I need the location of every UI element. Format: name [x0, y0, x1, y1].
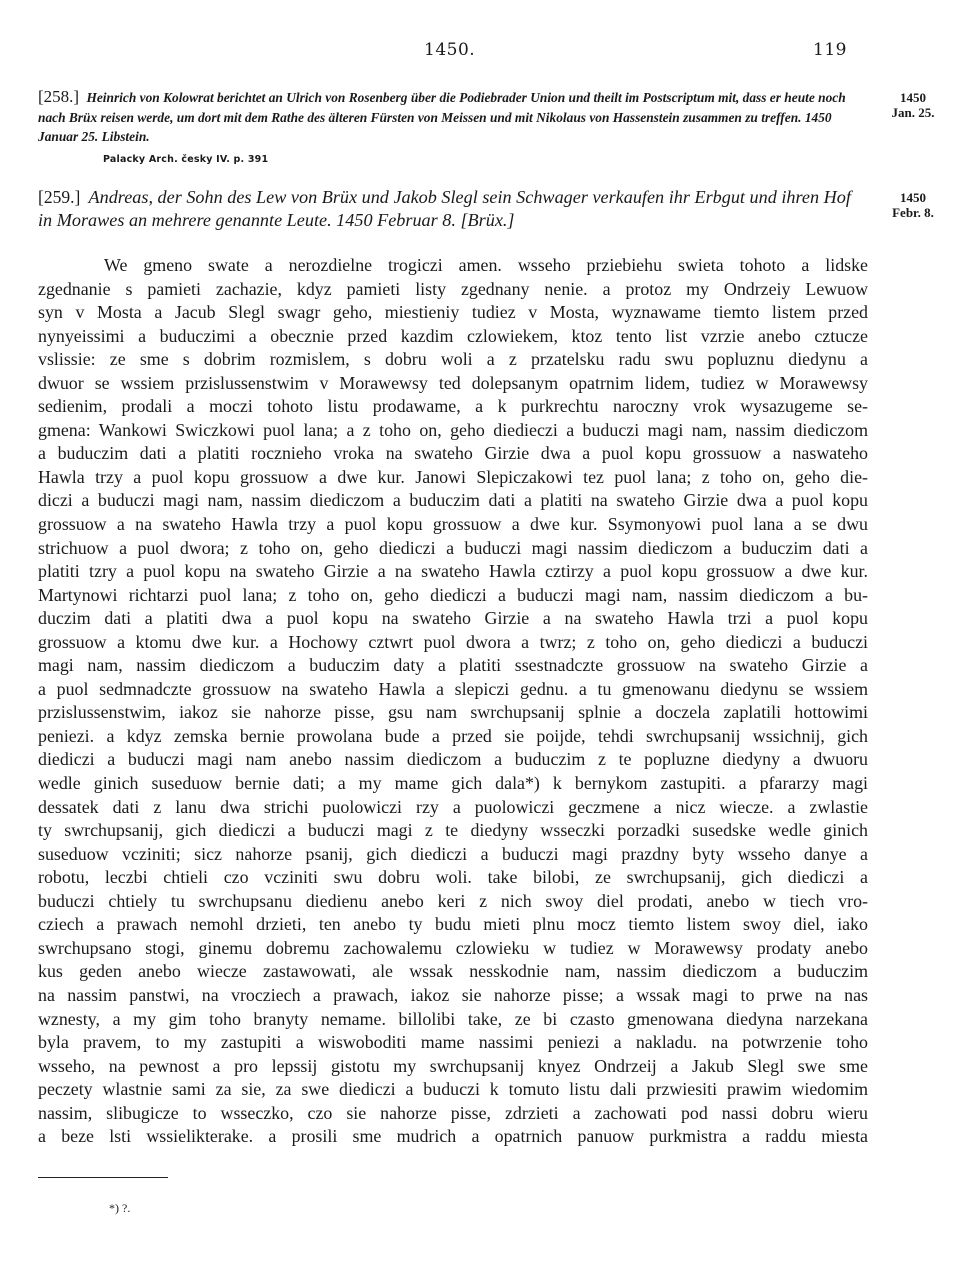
entry-259-number: [259.]: [38, 187, 81, 207]
body-line: a buduczim dati a platiti rocznieho vroka na swateho Girzie dwa a puol kopu grossuow a naswateho: [38, 443, 868, 464]
body-line: grossuow a ktomu dwe kur. a Hochowy cztwrt puol dwora a twrz; z toho on, geho diediczi a buduczi: [38, 631, 868, 652]
body-line: zgednanie s pamieti zachazie, kdyz pamieti listy zgednany nenie. a protoz my Ondrzeiy Lewuow: [38, 278, 868, 299]
body-line: gmena: Wankowi Swiczkowi puol lana; a z toho on, geho diedieczi a buduczi magi nam, nassim diediczom: [38, 419, 868, 440]
entry-259-text: Andreas, der Sohn des Lew von Brüx und Jakob Slegl sein Schwager verkaufen ihr Erbgut und ihren Hof in Morawes an mehrere genannte Leute. 1450 Februar 8. [Brüx.]: [38, 187, 851, 230]
body-line: byla pravem, to my zastupiti a wiswoboditi mame nassimi peniezi a nakladu. na potwrzenie toho: [38, 1032, 868, 1053]
body-line: kus geden anebo wiecze zastawowati, ale wssak nesskodnie nam, nassim diediczom a buduczim: [38, 961, 868, 982]
body-line: nassim, slibugicze to wsseczko, czo sie nahorze pisse, zdrzieti a zachowati pod nassi dobru wieru: [38, 1102, 868, 1123]
body-line: nynyeissimi a buduczimi a obecznie przed kazdim czlowiekem, ktoz tento list vzrzie anebo cztucze: [38, 325, 868, 346]
body-line: grossuow a na swateho Hawla trzy a puol kopu grossuow a dwe kur. Ssymonyowi puol lana a se dwu: [38, 514, 868, 535]
body-line: wznesty, a my gim toho branyty nemame. billolibi take, ze bi czasto gmenowana diedyna narzekana: [38, 1008, 868, 1029]
body-line: Hawla trzy a puol kopu grossuow a dwe kur. Janowi Slepiczakowi tez puol lana; z toho on, geho die-: [38, 466, 868, 487]
entry-259-margin-year: 1450: [900, 190, 926, 205]
body-line: strichuow a puol dwora; z toho on, geho diediczi a buduczi magi nassim diediczom a buduczim dati a: [38, 537, 868, 558]
body-line: We gmeno swate a nerozdielne trogiczi amen. wsseho prziebiehu swieta tohoto a lidske: [104, 255, 868, 275]
page-number: 119: [813, 40, 847, 60]
entry-258-text: Heinrich von Kolowrat berichtet an Ulrich von Rosenberg über die Podiebrader Union und theilt im Postscriptum mit, dass er heute noch nach Brüx reisen werde, um dort mit dem Rathe des älteren Fürsten von Meissen und mit Nikolaus von Hassenstein zusammen zu treffen. 1450 Januar 25. Libstein.: [38, 90, 846, 144]
entry-258-margin-year: 1450: [900, 90, 926, 105]
body-line: magi nam, nassim diediczom a buduczim daty a platiti ssestnadczte grossuow na swateho Girzie a: [38, 655, 868, 676]
body-line: peniezi. a kdyz zemska bernie prowolana bude a przed sie poijde, tehdi swrchupsanij wssichnij, gich: [38, 725, 868, 746]
body-line: cziech a prawach nemohl drzieti, ten anebo ty budu mieti plnu mocz tiemto listem swoy diel, iako: [38, 914, 868, 935]
body-line: a beze lsti wssielikterake. a prosili sme mudrich a opatrnich panuow purkmistra a raddu miesta: [38, 1126, 868, 1147]
body-line: diczi a buduczi magi nam, nassim diediczom a buduczim dati a platiti na swateho Girzie dwa a puol kopu: [38, 490, 868, 511]
body-line: przislussenstwim, iakoz sie nahorze pisse, gsu nam swrchupsanij splnie a doczela zaplatili hottowimi: [38, 702, 868, 723]
body-line: diediczi a buduczi magi nam anebo nassim diediczom a buduczim z te popluzne diedyny a dwuoru: [38, 749, 868, 770]
body-line: dessatek dati z lanu dwa strichi puolowiczi rzy a puolowiczi geczmene a nicz wiecze. a zwlastie: [38, 796, 868, 817]
body-line: buduczi chtiely tu swrchupsanu diedienu anebo keri z nich swoy diel prodati, anebo w tiech vro-: [38, 890, 868, 911]
charter-body-text: [38, 254, 868, 1149]
entry-259-margin-date: [884, 190, 942, 220]
body-line: na nassim panstwi, na vrocziech a prawach, iakoz sie nahorze pisse; a wssak magi to prwe na nas: [38, 984, 868, 1005]
body-line: dwuor se wssiem przislussenstwim v Morawewsy ted dolepsanym opatrnim lidem, tudiez w Morawewsy: [38, 372, 868, 393]
entry-258-margin-date: [884, 90, 942, 120]
entry-258-source: Palacky Arch. česky IV. p. 391: [103, 154, 269, 165]
footnote-rule: [38, 1177, 168, 1178]
body-line: swrchupsano stogi, ginemu dobremu zachowalemu czlowieku w tudiez w Morawewsy prodaty anebo: [38, 937, 868, 958]
body-line: a puol sedmnadczte grossuow na swateho Hawla a slepiczi gednu. a tu gmenowanu diedynu se wssiem: [38, 678, 868, 699]
entry-258-margin-day: Jan. 25.: [891, 105, 935, 120]
body-line: robotu, leczbi chtieli czo vcziniti swu dobru woli. take bilobi, ze swrchupsanij, gich diediczi a: [38, 867, 868, 888]
entry-259-summary: [38, 186, 868, 232]
body-line: wsseho, na pewnost a pro lepssij gistotu my swrchupsanij knyez Ondrzeij a Jakub Slegl swe sme: [38, 1055, 868, 1076]
body-line: wedle ginich suseduow bernie dati; a my mame gich dala*) k bernykom zastupiti. a pfararzy magi: [38, 773, 868, 794]
entry-258-summary: [38, 87, 868, 147]
body-line: sedienim, prodali a moczi tohoto listu prodawame, a k purkrechtu naroczny vrok wysazugeme se-: [38, 396, 868, 417]
body-line: syn v Mosta a Jacub Slegl swagr geho, miestieniy tudiez v Mosta, wyznawame tiemto listem przed: [38, 302, 868, 323]
body-line: suseduow vcziniti; sicz nahorze psanij, gich diediczi a buduczi magi prazdny byty wsseho danye a: [38, 843, 868, 864]
entry-258-number: [258.]: [38, 87, 80, 106]
body-line: platiti tzry a puol kopu na swateho Girzie a na swateho Hawla cztirzy a puol kopu grossuow a dwe kur.: [38, 561, 868, 582]
body-line: peczety wlastnie sami za sie, za swe diediczi a buduczi k tomuto listu dali przwiesiti prawim wiedomim: [38, 1079, 868, 1100]
body-line: ty swrchupsanij, gich diediczi a buduczi magi z te diedyny wsseczki porzadki susedske wedle ginich: [38, 820, 868, 841]
footnote: *) ?.: [109, 1201, 131, 1215]
running-head-year: 1450.: [424, 40, 476, 60]
body-line: vslissie: ze sme s dobrim rozmislem, s dobru woli a z przatelsku radu swu popluznu diedynu a: [38, 349, 868, 370]
entry-259-margin-day: Febr. 8.: [892, 205, 934, 220]
body-line: Martynowi richtarzi puol lana; z toho on, geho diediczi a buduczi magi nam, nassim diediczom a bu-: [38, 584, 868, 605]
body-line: duczim dati a platiti dwa a puol kopu na swateho Girzie a na swateho Hawla trzi a puol kopu: [38, 608, 868, 629]
running-head: [0, 40, 960, 64]
